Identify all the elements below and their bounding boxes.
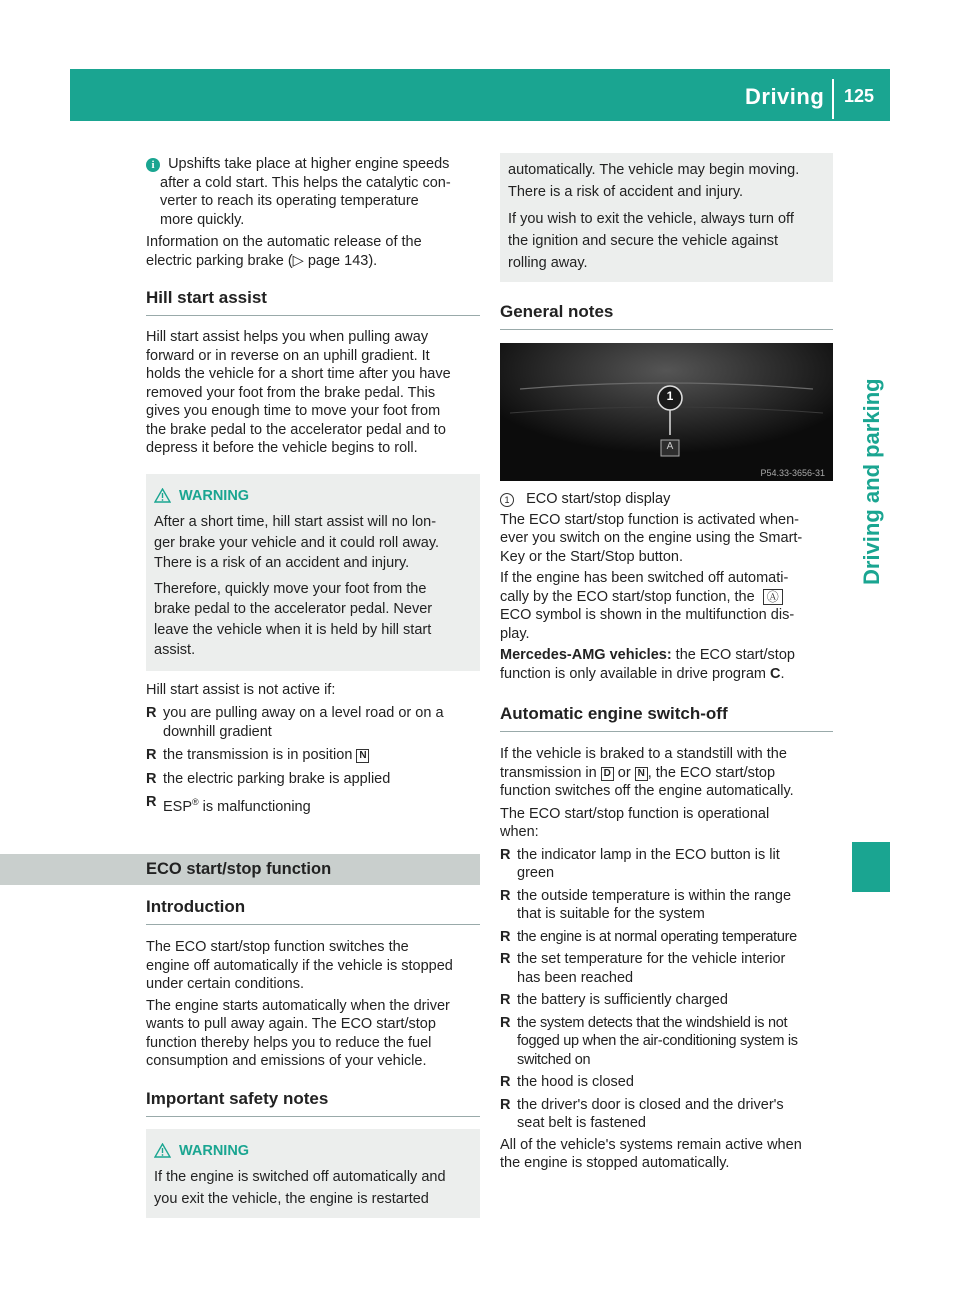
- text-line: R the system detects that the windshield is not: [517, 1014, 788, 1031]
- amg-paragraph: [500, 646, 833, 683]
- text-line: The ECO start/stop function is operational: [500, 805, 770, 822]
- text-line: function switches off the engine automatically.: [500, 783, 794, 799]
- side-tab-marker: [852, 842, 890, 892]
- text-line: removed your foot from the brake pedal. This: [146, 384, 436, 401]
- figure-image: [500, 343, 833, 481]
- text-line: Hill start assist is not active if:: [146, 681, 336, 698]
- heading-safety-notes: Important safety notes: [146, 1089, 480, 1117]
- warning-heading: [154, 1140, 472, 1162]
- gear-key-symbol: D: [601, 767, 614, 781]
- figure-code: P54.33-3656-31: [760, 468, 825, 478]
- list-item: [146, 770, 480, 789]
- text-line: switched on: [517, 1051, 591, 1068]
- text-line: ESP: [163, 798, 193, 815]
- text-line: There is a risk of an accident and injury.: [154, 555, 410, 571]
- text-line: depress it before the vehicle begins to roll.: [146, 440, 418, 456]
- text-line: rolling away.: [508, 255, 588, 271]
- text-line: fogged up when the air-conditioning system is: [517, 1033, 798, 1049]
- text-line: cally by the ECO start/stop function, the: [500, 588, 755, 605]
- warning-heading: [154, 486, 472, 507]
- gear-key-symbol: N: [356, 749, 369, 763]
- warning-box-eco: [146, 1129, 480, 1218]
- info-line: after a cold start. This helps the catalytic con-: [160, 174, 451, 191]
- text-line: The ECO start/stop function switches the: [146, 939, 409, 956]
- text-line: If the engine has been switched off automati-: [500, 570, 789, 586]
- text-line: If the vehicle is braked to a standstill with the: [500, 746, 787, 762]
- text-line: forward or in reverse on an uphill gradient. It: [146, 347, 430, 364]
- text-line: Key or the Start/Stop button.: [500, 548, 683, 565]
- text-line: After a short time, hill start assist will no lon-: [154, 514, 437, 530]
- text-line: gives you enough time to move your foot from: [146, 403, 441, 419]
- heading-general-notes: General notes: [500, 302, 833, 330]
- list-item: [500, 1096, 833, 1133]
- side-tab-label-wrap: [851, 305, 889, 585]
- text-line: If you wish to exit the vehicle, always turn off: [508, 211, 794, 227]
- text-line: ECO symbol is shown in the multifunction dis-: [500, 607, 795, 623]
- text-line: consumption and emissions of your vehicle.: [146, 1053, 427, 1070]
- text-line: R the battery is sufficiently charged: [517, 992, 728, 1008]
- figure-callout: 1: [666, 389, 674, 403]
- closing-paragraph: [500, 1136, 833, 1173]
- text-line: the brake pedal to the accelerator pedal and to: [146, 421, 446, 438]
- text-line: the transmission is in position: [163, 747, 353, 763]
- side-tab-label: Driving and parking: [859, 378, 884, 585]
- header-divider: [832, 79, 834, 119]
- text-line: the electric parking brake is applied: [163, 770, 391, 787]
- text-line: play.: [500, 625, 530, 642]
- heading-automatic-switch-off: Automatic engine switch-off: [500, 704, 833, 732]
- heading-hill-start-assist: Hill start assist: [146, 288, 480, 316]
- drive-program-c: C: [770, 665, 781, 682]
- warning-label: WARNING: [179, 1142, 250, 1159]
- general-paragraph-1: [500, 511, 833, 567]
- text-line: engine off automatically if the vehicle is stopped: [146, 957, 453, 974]
- list-item: [500, 991, 833, 1010]
- text-line: or: [613, 764, 631, 781]
- text-line: wants to pull away again. The ECO start/stop: [146, 1016, 436, 1033]
- text-line: assist.: [154, 642, 196, 658]
- text-line: R the hood is closed: [517, 1074, 634, 1090]
- list-item: [500, 887, 833, 924]
- hill-paragraph: [146, 328, 480, 458]
- text-line: seat belt is fastened: [517, 1115, 646, 1131]
- list-item: [146, 746, 480, 765]
- text-line: under certain conditions.: [146, 976, 304, 993]
- text-line: Hill start assist helps you when pulling away: [146, 329, 429, 345]
- amg-label: Mercedes-AMG vehicles:: [500, 647, 672, 663]
- text-line: Therefore, quickly move your foot from the: [154, 580, 427, 597]
- text-line: .: [780, 665, 785, 682]
- text-line: The ECO start/stop function is activated when-: [500, 511, 799, 528]
- list-item: [146, 704, 480, 741]
- text-line: you exit the vehicle, the engine is restarted: [154, 1190, 429, 1207]
- left-column: [146, 155, 480, 1218]
- text-line: R the set temperature for the vehicle interior: [517, 951, 786, 967]
- auto-paragraph-1: [500, 745, 833, 801]
- auto-paragraph-2: [500, 805, 833, 842]
- text-line: R the indicator lamp in the ECO button is lit: [517, 846, 780, 863]
- general-paragraph-2: [500, 569, 833, 643]
- info-line: Upshifts take place at higher engine speeds: [168, 156, 450, 172]
- warning-triangle-icon: [154, 488, 171, 503]
- text-line: is malfunctioning: [198, 798, 311, 815]
- text-line: There is a risk of accident and injury.: [508, 184, 744, 200]
- right-column: [500, 153, 833, 1173]
- text-line: the ignition and secure the vehicle against: [508, 233, 779, 249]
- text-line: automatically. The vehicle may begin moving.: [508, 162, 800, 178]
- text-line: function thereby helps you to reduce the fuel: [146, 1034, 432, 1051]
- text-line: leave the vehicle when it is held by hill start: [154, 621, 432, 638]
- text-line: R the outside temperature is within the range: [517, 887, 792, 904]
- figure-legend: [500, 490, 833, 509]
- text-line: All of the vehicle's systems remain active when: [500, 1136, 802, 1153]
- epb-paragraph: [146, 233, 480, 270]
- warning-label: WARNING: [179, 487, 250, 504]
- text-line: the engine is stopped automatically.: [500, 1155, 730, 1171]
- heading-introduction: Introduction: [146, 897, 480, 925]
- page-number: 125: [844, 86, 875, 106]
- text-line: holds the vehicle for a short time after you have: [146, 366, 451, 382]
- gear-key-symbol: N: [635, 767, 648, 781]
- info-line: more quickly.: [160, 211, 245, 228]
- text-line: the ECO start/stop: [671, 647, 795, 663]
- text-line: R you are pulling away on a level road or on a: [163, 705, 444, 721]
- eco-symbol-icon: Ⓐ: [763, 589, 783, 605]
- list-item: [500, 1014, 833, 1070]
- text-line: , the ECO start/stop: [647, 764, 776, 781]
- intro-paragraph: [146, 938, 480, 994]
- list-item: [500, 928, 833, 947]
- list-item: [500, 950, 833, 987]
- intro-paragraph-2: [146, 997, 480, 1071]
- info-icon: i: [146, 158, 160, 172]
- legend-number: 1: [500, 493, 514, 507]
- header-title: Driving: [745, 84, 825, 109]
- text-line: Information on the automatic release of the: [146, 234, 422, 250]
- warning-box-continued: [500, 153, 833, 282]
- text-line: If the engine is switched off automatically and: [154, 1168, 446, 1185]
- text-line: ger brake your vehicle and it could roll away.: [154, 534, 440, 551]
- section-heading-eco: [0, 854, 480, 885]
- legend-text: ECO start/stop display: [526, 491, 671, 507]
- text-line: transmission in: [500, 764, 597, 781]
- text-line: brake pedal to the accelerator pedal. Never: [154, 601, 433, 617]
- list-item: [146, 793, 480, 816]
- text-line: function is only available in drive program: [500, 665, 770, 682]
- text-line: that is suitable for the system: [517, 906, 705, 922]
- warning-triangle-icon: [154, 1143, 171, 1158]
- page-reference-link[interactable]: electric parking brake (▷ page 143).: [146, 252, 378, 269]
- text-line: has been reached: [517, 969, 634, 986]
- text-line: ever you switch on the engine using the Smart-: [500, 530, 803, 546]
- figure-eco-symbol: A: [666, 441, 674, 452]
- info-line: verter to reach its operating temperature: [160, 193, 419, 209]
- text-line: green: [517, 865, 555, 881]
- text-line: The engine starts automatically when the driver: [146, 997, 450, 1014]
- text-line: R the driver's door is closed and the driver's: [517, 1096, 784, 1113]
- text-line: downhill gradient: [163, 723, 272, 740]
- section-title: ECO start/stop function: [146, 860, 332, 879]
- info-note: [146, 155, 480, 229]
- warning-box-hill: [146, 474, 480, 671]
- list-item: [500, 1073, 833, 1092]
- list-item: [500, 846, 833, 883]
- registered-mark: ®: [192, 797, 199, 807]
- text-line: R the engine is at normal operating temperature: [517, 928, 797, 945]
- eco-display-figure: [500, 343, 833, 481]
- text-line: when:: [500, 824, 539, 840]
